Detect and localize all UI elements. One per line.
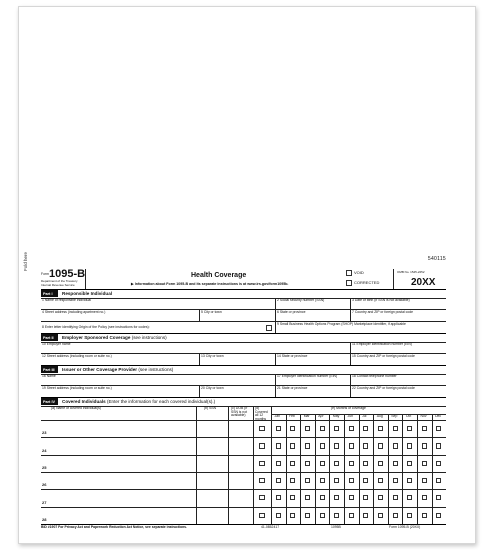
part4-subtitle: (Enter the information for each covered individual(s).) <box>106 399 216 404</box>
form-number: 1095-B <box>49 268 86 280</box>
origin-code-box[interactable] <box>266 325 272 331</box>
part4-title <box>62 399 215 404</box>
field-3-label: 3 Date of birth (If SSN is not available) <box>352 298 410 302</box>
footer-mid: 1095B <box>331 525 341 529</box>
month-checkbox[interactable] <box>393 513 398 518</box>
part2-title <box>62 335 167 340</box>
month-checkbox[interactable] <box>290 443 295 448</box>
field-15-label: 15 Country and ZIP or foreign postal code <box>352 353 415 358</box>
month-checkbox[interactable] <box>320 495 325 500</box>
month-checkbox[interactable] <box>276 461 281 466</box>
month-checkbox[interactable] <box>378 513 383 518</box>
month-checkbox[interactable] <box>349 426 354 431</box>
field-10-label: 10 Employer name <box>42 342 71 346</box>
part1-title: Responsible Individual <box>62 291 113 296</box>
month-checkbox[interactable] <box>334 495 339 500</box>
month-checkbox[interactable] <box>349 513 354 518</box>
part4-title-text: Covered Individuals <box>62 399 106 404</box>
month-checkbox[interactable] <box>276 513 281 518</box>
month-checkbox[interactable] <box>290 495 295 500</box>
month-header: Dec <box>435 414 442 419</box>
month-checkbox[interactable] <box>407 426 412 431</box>
month-header: Apr <box>318 414 324 419</box>
row-number: 28 <box>42 516 47 522</box>
field-13-label: 13 City or town <box>201 353 224 358</box>
month-checkbox[interactable] <box>422 513 427 518</box>
month-checkbox[interactable] <box>305 513 310 518</box>
month-checkbox[interactable] <box>290 461 295 466</box>
month-checkbox[interactable] <box>393 443 398 448</box>
part3-subtitle: (see instructions) <box>138 367 174 372</box>
footer-form-ref: Form 1095-B (20XX) <box>389 525 421 529</box>
month-checkbox[interactable] <box>422 443 427 448</box>
fold-label: Fold here <box>23 251 28 271</box>
field-16-label: 16 Name <box>42 374 56 378</box>
month-checkbox[interactable] <box>363 443 368 448</box>
col-d-header: (d) Covered all 12 months <box>255 406 268 422</box>
month-checkbox[interactable] <box>334 461 339 466</box>
covered-12-months-checkbox[interactable] <box>259 478 264 483</box>
month-checkbox[interactable] <box>276 426 281 431</box>
month-checkbox[interactable] <box>276 495 281 500</box>
field-1-label: 1 Name of responsible individual <box>42 298 92 302</box>
month-checkbox[interactable] <box>349 478 354 483</box>
void-checkbox[interactable] <box>346 270 352 276</box>
month-checkbox[interactable] <box>363 495 368 500</box>
month-checkbox[interactable] <box>378 443 383 448</box>
field-11-label: 11 Employer identification number (EIN) <box>352 342 412 346</box>
row-number: 25 <box>42 464 47 470</box>
field-21-label: 21 State or province <box>277 385 308 390</box>
field-20-label: 20 City or town <box>201 385 224 390</box>
month-checkbox[interactable] <box>334 426 339 431</box>
covered-12-months-checkbox[interactable] <box>259 426 264 431</box>
month-checkbox[interactable] <box>349 495 354 500</box>
form-code: 540115 <box>427 256 446 262</box>
covered-12-months-checkbox[interactable] <box>259 495 264 500</box>
col-e-header: (e) Months of coverage <box>331 406 366 410</box>
row-divider <box>41 455 446 456</box>
part3-tag: Part III <box>41 366 58 373</box>
omb-number: OMB No. 1545-2252 <box>397 270 425 274</box>
field-2-label: 2 Social security number (SSN) <box>277 298 325 302</box>
part3-title-text: Issuer or Other Coverage Provider <box>62 367 138 372</box>
month-checkbox[interactable] <box>276 478 281 483</box>
month-checkbox[interactable] <box>422 461 427 466</box>
month-checkbox[interactable] <box>393 426 398 431</box>
month-checkbox[interactable] <box>378 478 383 483</box>
month-checkbox[interactable] <box>334 443 339 448</box>
month-checkbox[interactable] <box>407 443 412 448</box>
month-checkbox[interactable] <box>334 513 339 518</box>
month-checkbox[interactable] <box>393 495 398 500</box>
month-checkbox[interactable] <box>363 478 368 483</box>
month-checkbox[interactable] <box>407 461 412 466</box>
month-header: May <box>332 414 340 419</box>
month-header: Aug <box>376 414 383 419</box>
form-1095b <box>41 256 446 537</box>
month-checkbox[interactable] <box>436 513 441 518</box>
form-sheet <box>18 6 476 544</box>
month-checkbox[interactable] <box>407 478 412 483</box>
month-checkbox[interactable] <box>393 461 398 466</box>
dept-line-2: Internal Revenue Service <box>41 282 75 287</box>
month-checkbox[interactable] <box>305 478 310 483</box>
header-bottom-line <box>41 420 446 421</box>
field-18-label: 18 Contact telephone number <box>352 374 397 378</box>
form-title: Health Coverage <box>191 272 247 279</box>
month-checkbox[interactable] <box>290 426 295 431</box>
month-header: Nov <box>420 414 427 419</box>
part4-tag: Part IV <box>41 398 58 405</box>
month-checkbox[interactable] <box>393 478 398 483</box>
month-checkbox[interactable] <box>320 513 325 518</box>
info-line: ▶ Information about Form 1095-B and its separate instructions is at www.irs.gov/form1095b. <box>131 282 289 286</box>
month-checkbox[interactable] <box>320 461 325 466</box>
row-divider <box>41 472 446 473</box>
month-checkbox[interactable] <box>305 443 310 448</box>
covered-12-months-checkbox[interactable] <box>259 443 264 448</box>
month-checkbox[interactable] <box>363 426 368 431</box>
corrected-label: CORRECTED <box>354 280 380 285</box>
row-divider <box>41 437 446 438</box>
month-header: Sep <box>391 414 398 419</box>
month-checkbox[interactable] <box>422 478 427 483</box>
month-checkbox[interactable] <box>378 461 383 466</box>
covered-12-months-checkbox[interactable] <box>259 461 264 466</box>
month-checkbox[interactable] <box>349 461 354 466</box>
field-22-label: 22 Country and ZIP or foreign postal code <box>352 385 415 390</box>
corrected-checkbox[interactable] <box>346 280 352 286</box>
row-number: 26 <box>42 482 47 488</box>
row-divider <box>41 507 446 508</box>
month-checkbox[interactable] <box>363 513 368 518</box>
col-a-header: (a) Name of covered individual(s) <box>51 406 101 410</box>
field-5-label: 5 City or town <box>201 309 222 314</box>
row-divider <box>41 489 446 490</box>
field-14-label: 14 State or province <box>277 353 308 358</box>
footer-notice: BID #1907 For Privacy Act and Paperwork Reduction Act Notice, see separate instructions. <box>41 525 187 529</box>
field-7-label: 7 Country and ZIP or foreign postal code <box>352 309 414 314</box>
field-8-label: 8 Enter letter identifying Origin of the Policy (see instructions for codes): <box>42 325 150 329</box>
footer-cat: 41-0852417 <box>261 525 280 529</box>
month-checkbox[interactable] <box>290 513 295 518</box>
field-19-label: 19 Street address (including room or suite no.) <box>42 385 112 390</box>
field-17-label: 17 Employer identification number (EIN) <box>277 374 338 378</box>
covered-12-months-checkbox[interactable] <box>259 513 264 518</box>
month-checkbox[interactable] <box>436 443 441 448</box>
void-label: VOID <box>354 270 364 275</box>
tax-year: 20XX <box>411 277 436 288</box>
col-c-header: (c) DOB (If SSN is not available) <box>231 406 248 418</box>
month-checkbox[interactable] <box>363 461 368 466</box>
month-header: Jul <box>362 414 367 419</box>
month-checkbox[interactable] <box>436 478 441 483</box>
month-checkbox[interactable] <box>305 426 310 431</box>
month-checkbox[interactable] <box>349 443 354 448</box>
dept-line-1: Department of the Treasury <box>41 279 78 283</box>
month-checkbox[interactable] <box>320 426 325 431</box>
part3-title <box>62 367 173 372</box>
row-number: 27 <box>42 499 47 505</box>
part2-tag: Part II <box>41 334 58 341</box>
month-checkbox[interactable] <box>320 443 325 448</box>
month-header: Mar <box>303 414 310 419</box>
month-checkbox[interactable] <box>305 495 310 500</box>
month-checkbox[interactable] <box>422 495 427 500</box>
month-checkbox[interactable] <box>378 426 383 431</box>
month-checkbox[interactable] <box>378 495 383 500</box>
field-6-label: 6 State or province <box>277 309 306 314</box>
field-9-label: 9 Small Business Health Options Program (SHOP) Marketplace identifier, if applicable <box>277 321 406 326</box>
part2-title-text: Employer Sponsored Coverage <box>62 335 131 340</box>
field-12-label: 12 Street address (including room or suite no.) <box>42 353 112 358</box>
month-header: Jan <box>274 414 280 419</box>
month-checkbox[interactable] <box>407 513 412 518</box>
month-checkbox[interactable] <box>436 461 441 466</box>
month-checkbox[interactable] <box>436 426 441 431</box>
month-checkbox[interactable] <box>305 461 310 466</box>
form-word: Form <box>41 272 49 276</box>
month-header: Jun <box>347 414 353 419</box>
month-checkbox[interactable] <box>422 426 427 431</box>
part2-subtitle: (see instructions) <box>131 335 167 340</box>
part1-tag: Part I <box>41 290 58 297</box>
row-number: 24 <box>42 447 47 453</box>
month-checkbox[interactable] <box>407 495 412 500</box>
col-b-header: (b) SSN <box>204 406 217 410</box>
month-checkbox[interactable] <box>276 443 281 448</box>
month-checkbox[interactable] <box>436 495 441 500</box>
month-header: Feb <box>289 414 295 419</box>
month-checkbox[interactable] <box>290 478 295 483</box>
month-header: Oct <box>405 414 412 419</box>
month-checkbox[interactable] <box>334 478 339 483</box>
month-checkbox[interactable] <box>320 478 325 483</box>
field-4-label: 4 Street address (including apartment no.) <box>42 309 106 314</box>
row-number: 23 <box>42 430 47 436</box>
